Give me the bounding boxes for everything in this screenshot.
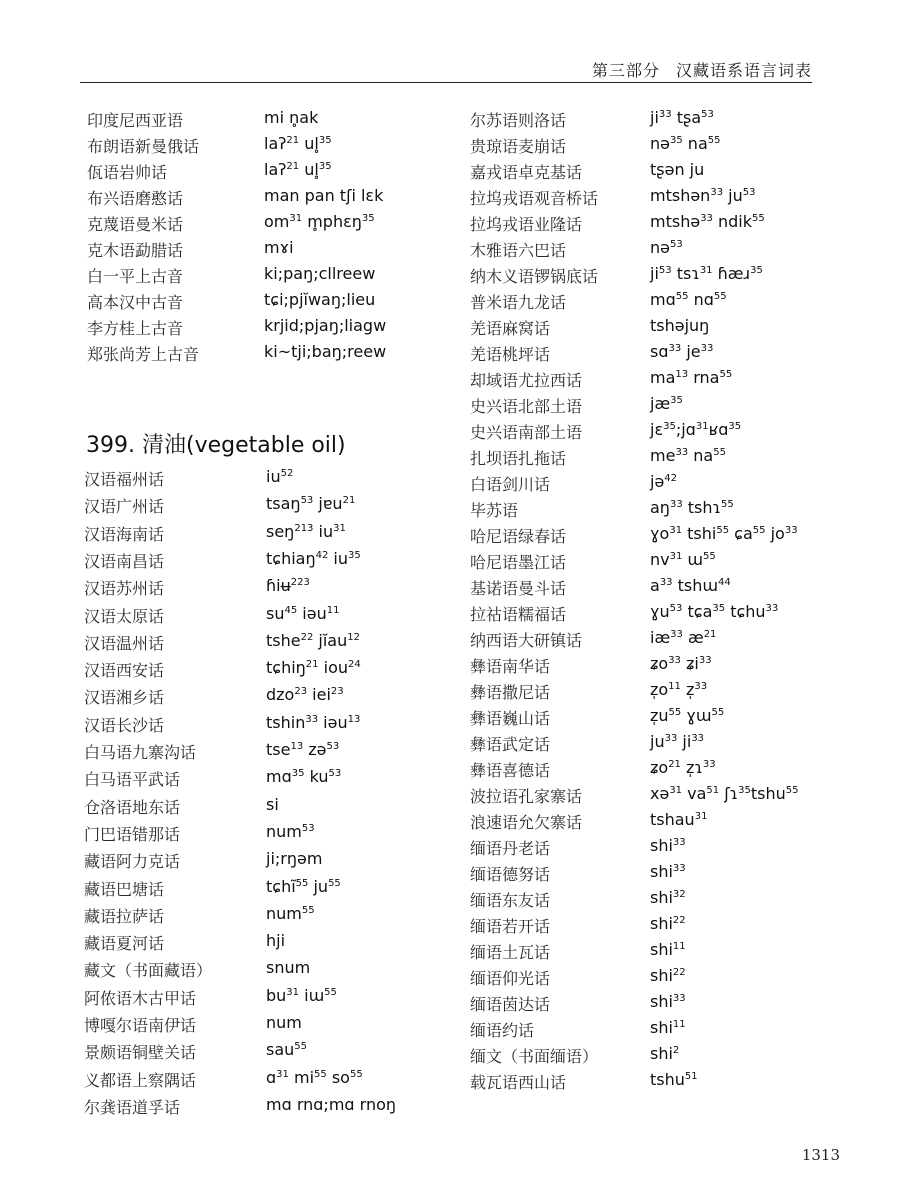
word-form: $jæ^{35}$ (650, 394, 683, 413)
word-form: $ji^{33}$ tʂa$^{53}$ (650, 108, 714, 127)
language-name: 布兴语磨憨话 (87, 189, 184, 208)
word-entry (470, 992, 850, 1016)
word-entry (84, 685, 466, 709)
language-name: 缅语东友话 (470, 891, 551, 910)
word-form: nə$^{35}$ $na^{55}$ (650, 134, 721, 153)
word-entry (84, 713, 466, 737)
word-entry (470, 186, 850, 210)
word-entry (87, 212, 464, 236)
language-name: 门巴语错那话 (84, 824, 181, 844)
word-form: tshe$^{22}$ jĭau$^{12}$ (266, 630, 360, 650)
word-entry (470, 524, 850, 548)
language-name: 汉语长沙话 (84, 715, 165, 735)
language-name: 基诺语曼斗话 (470, 579, 567, 598)
word-entry (470, 810, 850, 834)
word-form: mi n̥ak (264, 108, 319, 127)
word-form: mtshə$^{33}$ ndik$^{55}$ (650, 212, 765, 231)
word-form: tɕhiŋ$^{21}$ iou$^{24}$ (266, 658, 361, 678)
word-form: $ma^{13}$ rna$^{55}$ (650, 368, 733, 387)
word-form: $aŋ^{33}$ tshɿ$^{55}$ (650, 498, 734, 517)
word-entry (84, 1068, 466, 1092)
word-entry (470, 212, 850, 236)
word-form: $ji^{53}$ tsɿ$^{31}$ ɦæɹ$^{35}$ (650, 264, 763, 283)
language-name: 拉坞戎语业隆话 (470, 215, 583, 234)
word-entry (470, 914, 850, 938)
word-entry (87, 316, 464, 340)
page-number: 1313 (801, 1146, 840, 1164)
word-entry (470, 420, 850, 444)
word-entry (470, 316, 850, 340)
word-form: nə$^{53}$ (650, 238, 683, 257)
language-name: 波拉语孔家寨话 (470, 787, 583, 806)
word-entry (470, 108, 850, 132)
word-form: mɤi (264, 238, 294, 257)
word-form: shi$^{32}$ (650, 888, 686, 907)
word-form: tɕhiaŋ$^{42}$ $iu^{35}$ (266, 548, 361, 568)
word-entry (470, 1018, 850, 1042)
word-entry (470, 238, 850, 262)
word-form: $iu^{52}$ (266, 467, 294, 486)
running-header (80, 58, 812, 81)
word-entry (87, 290, 464, 314)
language-name: 汉语温州话 (84, 633, 165, 653)
word-form: snum (266, 958, 311, 978)
word-form: num$^{55}$ (266, 903, 315, 923)
language-name: 史兴语北部土语 (470, 397, 583, 416)
word-entry (84, 849, 466, 873)
word-form: ki;paŋ;cllreew (264, 264, 376, 283)
language-name: 汉语南昌话 (84, 551, 165, 571)
word-form: tsaŋ$^{53}$ jɐu$^{21}$ (266, 494, 356, 514)
language-name: 汉语福州话 (84, 470, 165, 489)
language-name: 缅语丹老话 (470, 839, 551, 858)
language-name: 尔龚语道孚话 (84, 1097, 181, 1117)
language-name: 史兴语南部土语 (470, 423, 583, 442)
word-entry (470, 784, 850, 808)
word-entry (470, 940, 850, 964)
word-entry (470, 862, 850, 886)
language-name: 印度尼西亚语 (87, 111, 184, 130)
language-name: 拉祜语糯福话 (470, 605, 567, 624)
language-name: 缅语土瓦话 (470, 943, 551, 962)
word-form: ɑ$^{31}$ $mi^{55}$ $so^{55}$ (266, 1067, 363, 1087)
word-form: shi$^{33}$ (650, 862, 686, 881)
word-form: tse$^{13}$ zə$^{53}$ (266, 740, 340, 759)
language-name: 羌语麻窝话 (470, 319, 551, 338)
word-form: dzo$^{23}$ iei$^{23}$ (266, 685, 344, 705)
word-form: tshau$^{31}$ (650, 810, 708, 829)
word-entry (470, 472, 850, 496)
language-name: 汉语广州话 (84, 497, 165, 517)
word-form: sɑ$^{33}$ $je^{33}$ (650, 342, 714, 361)
word-entry (470, 1044, 850, 1068)
word-form: shi$^{22}$ (650, 966, 686, 985)
word-entry (84, 958, 466, 982)
language-name: 载瓦语西山话 (470, 1073, 567, 1092)
word-form: $a^{33}$ tshɯ$^{44}$ (650, 576, 731, 595)
language-name: 彝语巍山话 (470, 709, 551, 728)
word-entry (470, 602, 850, 626)
word-entry (470, 446, 850, 470)
language-name: 郑张尚芳上古音 (87, 345, 200, 364)
language-name: 尔苏语则洛话 (470, 111, 567, 130)
word-entry (470, 342, 850, 366)
language-name: 汉语湘乡话 (84, 688, 165, 708)
word-form: $om^{31}$ m̥phɛŋ$^{35}$ (264, 212, 375, 231)
word-entry (84, 904, 466, 928)
language-name: 克蔑语曼米话 (87, 215, 184, 234)
word-form: tɕhĩ$^{55}$ $ju^{55}$ (266, 876, 341, 896)
word-entry (84, 631, 466, 655)
word-form: tʂən ju (650, 160, 705, 179)
word-entry (470, 160, 850, 184)
word-entry (84, 877, 466, 901)
word-entry (87, 238, 464, 262)
word-entry (470, 264, 850, 288)
word-entry (84, 604, 466, 628)
language-name: 缅文（书面缅语） (470, 1047, 599, 1066)
language-name: 纳木义语锣锅底话 (470, 267, 599, 286)
word-entry (87, 134, 464, 158)
word-entry (470, 706, 850, 730)
language-name: 彝语南华话 (470, 657, 551, 676)
word-form: tshəjuŋ (650, 316, 710, 335)
word-form: tshin$^{33}$ iəu$^{13}$ (266, 712, 361, 732)
word-entry (84, 549, 466, 573)
word-form: ɦiʉ$^{223}$ (266, 576, 310, 596)
word-form: xə$^{31}$ $va^{51}$ ʃɿ$^{35}$tshu$^{55}$ (650, 784, 799, 803)
word-form: num (266, 1013, 302, 1032)
section-title-zh: 清油 (141, 433, 186, 458)
language-name: 藏语阿力克话 (84, 852, 181, 872)
word-entry (84, 1095, 466, 1119)
language-name: 羌语桃坪话 (470, 345, 551, 364)
language-name: 仓洛语地东话 (84, 797, 181, 817)
section-heading (86, 428, 346, 459)
header-title: 汉藏语系语言词表 (675, 61, 812, 80)
word-entry (84, 658, 466, 682)
word-entry (84, 822, 466, 846)
word-entry (470, 732, 850, 756)
word-entry (84, 795, 466, 819)
language-name: 浪速语允欠寨话 (470, 813, 583, 832)
language-name: 却域语尤拉西话 (470, 371, 583, 390)
word-form: si (266, 794, 279, 814)
word-entry (470, 394, 850, 418)
word-entry (87, 108, 464, 132)
word-form: jə$^{42}$ (650, 472, 678, 491)
word-entry (470, 888, 850, 912)
language-name: 藏语巴塘话 (84, 879, 165, 899)
word-form: shi$^{11}$ (650, 940, 686, 959)
language-name: 白马语平武话 (84, 770, 181, 790)
language-name: 克木语勐腊话 (87, 241, 184, 260)
word-entry (84, 522, 466, 546)
word-entry (470, 368, 850, 392)
word-form: num$^{53}$ (266, 821, 315, 841)
word-entry (87, 160, 464, 184)
word-form: ʑo$^{21}$ z̩ɿ$^{33}$ (650, 758, 716, 777)
word-form: seŋ$^{213}$ $iu^{31}$ (266, 521, 346, 541)
language-name: 藏语夏河话 (84, 934, 165, 954)
language-name: 布朗语新曼俄话 (87, 137, 200, 156)
word-entry (87, 264, 464, 288)
word-form: $z̩u^{55}$ ɣɯ$^{55}$ (650, 706, 725, 725)
language-name: 李方桂上古音 (87, 319, 184, 338)
word-form: $bu^{31}$ iɯ$^{55}$ (266, 985, 337, 1005)
language-name: 佤语岩帅话 (87, 163, 168, 182)
language-name: 汉语苏州话 (84, 579, 165, 599)
word-form: $nv^{31}$ ɯ$^{55}$ (650, 550, 716, 569)
language-name: 博嘎尔语南伊话 (84, 1016, 197, 1035)
word-entry (84, 467, 466, 491)
word-form: jɛ$^{35}$;jɑ$^{31}$ʁɑ$^{35}$ (650, 420, 742, 439)
word-entry (470, 836, 850, 860)
word-entry (470, 654, 850, 678)
word-form: ɣo$^{31}$ tshi$^{55}$ ɕa$^{55}$ $jo^{33}$ (650, 524, 798, 543)
word-entry (470, 290, 850, 314)
section-title-en: (vegetable oil) (186, 433, 346, 458)
word-form: $z̩o^{11}$ z̩$^{33}$ (650, 680, 708, 699)
language-name: 哈尼语绿春话 (470, 527, 567, 546)
language-name: 汉语海南话 (84, 524, 165, 544)
word-form: mɑ$^{55}$ nɑ$^{55}$ (650, 290, 727, 309)
word-form: ki~tji;baŋ;reew (264, 342, 387, 361)
word-entry (470, 498, 850, 522)
language-name: 贵琼语麦崩话 (470, 137, 567, 156)
language-name: 彝语喜德话 (470, 761, 551, 780)
language-name: 藏语拉萨话 (84, 906, 165, 926)
language-name: 扎坝语扎拖话 (470, 449, 567, 468)
word-form: shi$^{33}$ (650, 992, 686, 1011)
language-name: 高本汉中古音 (87, 293, 184, 312)
word-entry (470, 628, 850, 652)
word-form: tshu$^{51}$ (650, 1070, 698, 1089)
word-form: shi$^{22}$ (650, 914, 686, 933)
word-form: krjid;pjaŋ;liagw (264, 316, 387, 335)
word-form: $iæ^{33}$ $æ^{21}$ (650, 628, 717, 647)
word-entry (470, 966, 850, 990)
word-form: sau$^{55}$ (266, 1040, 308, 1060)
word-entry (87, 186, 464, 210)
header-rule (80, 82, 812, 83)
word-entry (84, 1013, 466, 1037)
language-name: 白一平上古音 (87, 267, 184, 286)
language-name: 白语剑川话 (470, 475, 551, 494)
language-name: 缅语仰光话 (470, 969, 551, 988)
word-entry (84, 740, 466, 764)
language-name: 义都语上察隅话 (84, 1070, 197, 1090)
word-form: laʔ$^{21}$ ul̥$^{35}$ (264, 160, 332, 179)
word-form: mɑ$^{35}$ $ku^{53}$ (266, 767, 342, 787)
header-part: 第三部分 (591, 61, 660, 80)
word-form: shi$^{11}$ (650, 1018, 686, 1037)
word-entry (84, 986, 466, 1010)
language-name: 阿侬语木古甲话 (84, 988, 197, 1008)
language-name: 藏文（书面藏语） (84, 961, 213, 981)
word-form: $ju^{33}$ $ji^{33}$ (650, 732, 705, 751)
language-name: 景颇语铜壁关话 (84, 1043, 197, 1063)
language-name: 汉语太原话 (84, 606, 165, 626)
word-entry (87, 342, 464, 366)
word-form: mtshən$^{33}$ $ju^{53}$ (650, 186, 756, 205)
language-name: 毕苏语 (470, 501, 519, 520)
language-name: 彝语武定话 (470, 735, 551, 754)
word-form: ʑo$^{33}$ ʑi$^{33}$ (650, 654, 712, 673)
word-entry (84, 767, 466, 791)
section-number: 399. (86, 433, 135, 458)
language-name: 缅语约话 (470, 1021, 535, 1040)
word-form: laʔ$^{21}$ ul̥$^{35}$ (264, 134, 332, 153)
word-entry (470, 1070, 850, 1094)
word-entry (84, 494, 466, 518)
language-name: 彝语撒尼话 (470, 683, 551, 702)
word-entry (470, 550, 850, 574)
word-form: mɑ rnɑ;mɑ rnoŋ (266, 1094, 397, 1114)
word-form: shi$^{33}$ (650, 836, 686, 855)
language-name: 缅语若开话 (470, 917, 551, 936)
word-entry (470, 758, 850, 782)
language-name: 木雅语六巴话 (470, 241, 567, 260)
word-entry (470, 680, 850, 704)
language-name: 嘉戎语卓克基话 (470, 163, 583, 182)
word-form: man pan tʃi lɛk (264, 186, 384, 205)
word-entry (84, 931, 466, 955)
word-form: shi$^2$ (650, 1044, 680, 1063)
language-name: 汉语西安话 (84, 661, 165, 681)
language-name: 普米语九龙话 (470, 293, 567, 312)
word-entry (470, 134, 850, 158)
language-name: 白马语九寨沟话 (84, 743, 197, 762)
word-form: hji (266, 931, 286, 951)
language-name: 拉坞戎语观音桥话 (470, 189, 599, 208)
word-entry (84, 1040, 466, 1064)
language-name: 缅语茵达话 (470, 995, 551, 1014)
word-entry (470, 576, 850, 600)
word-entry (84, 576, 466, 600)
word-form: $me^{33}$ $na^{55}$ (650, 446, 726, 465)
language-name: 缅语德努话 (470, 865, 551, 884)
language-name: 哈尼语墨江话 (470, 553, 567, 572)
word-form: ji;rŋəm (266, 849, 323, 869)
language-name: 纳西语大研镇话 (470, 631, 583, 650)
word-form: ɣu$^{53}$ tɕa$^{35}$ tɕhu$^{33}$ (650, 602, 779, 621)
word-form: tɕi;pjĭwaŋ;lieu (264, 290, 376, 309)
word-form: $su^{45}$ iəu$^{11}$ (266, 603, 340, 623)
